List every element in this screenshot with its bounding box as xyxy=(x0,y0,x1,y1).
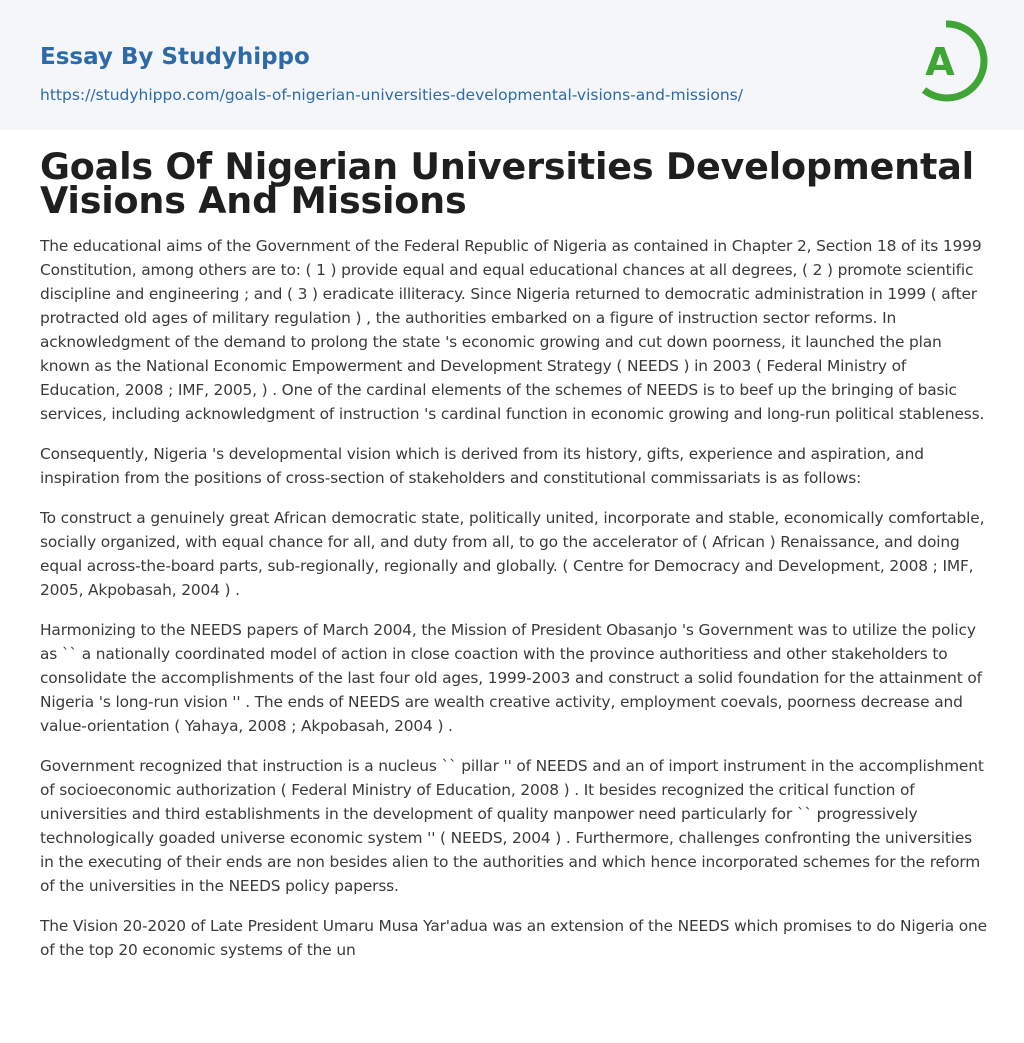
paragraph-6: The Vision 20-2020 of Late President Umaru Musa Yar'adua was an extension of the NEEDS which promises to do Nigeria one of the top 20 economic systems of the un xyxy=(40,917,987,959)
brand-name[interactable]: Essay By Studyhippo xyxy=(40,44,310,70)
essay-body xyxy=(40,234,990,978)
paragraph-1: The educational aims of the Government of the Federal Republic of Nigeria as contained in Chapter 2, Section 18 of its 1999 Constitution, among others are to: ( 1 ) provide equal and equal educational chances at all degrees, ( 2 ) promote scientific discipline and engineering ; and ( 3 ) eradicate illiteracy. Since Nigeria returned to democratic administration in 1999 ( after protracted old ages of military regulation ) , the authorities embarked on a figure of instruction sector reforms. In acknowledgment of the demand to prolong the state 's economic growing and cut down poorness, it launched the plan known as the National Economic Empowerment and Development Strategy ( NEEDS ) in 2003 ( Federal Ministry of Education, 2008 ; IMF, 2005, ) . One of the cardinal elements of the schemes of NEEDS is to beef up the bringing of basic services, including acknowledgment of instruction 's cardinal function in economic growing and long-run political stableness. xyxy=(40,237,985,423)
paragraph-5: Government recognized that instruction is a nucleus `` pillar '' of NEEDS and an of import instrument in the accomplishment of socioeconomic authorization ( Federal Ministry of Education, 2008 ) . It besides recognized the critical function of universities and third establishments in the development of quality manpower need particularly for `` progressively technologically goaded universe economic system '' ( NEEDS, 2004 ) . Furthermore, challenges confronting the universities in the executing of their ends are non besides alien to the authorities and which hence incorporated schemes for the reform of the universities in the NEEDS policy paperss. xyxy=(40,757,984,895)
studyhippo-logo-icon[interactable] xyxy=(910,19,988,105)
paragraph-3: To construct a genuinely great African democratic state, politically united, incorporate and stable, economically comfortable, socially organized, with equal chance for all, and duty from all, to go the accelerator of ( African ) Renaissance, and doing equal across-the-board parts, sub-regionally, regionally and globally. ( Centre for Democracy and Development, 2008 ; IMF, 2005, Akpobasah, 2004 ) . xyxy=(40,509,985,599)
logo-letter: A xyxy=(925,40,955,84)
paragraph-2: Consequently, Nigeria 's developmental vision which is derived from its history, gifts, experience and aspiration, and inspiration from the positions of cross-section of stakeholders and constitutional commissariats is as follows: xyxy=(40,445,924,487)
source-url-link[interactable]: https://studyhippo.com/goals-of-nigerian-universities-developmental-visions-and-missions/ xyxy=(40,86,743,104)
paragraph-4: Harmonizing to the NEEDS papers of March 2004, the Mission of President Obasanjo 's Government was to utilize the policy as `` a nationally coordinated model of action in close coaction with the province authoritiess and other stakeholders to consolidate the accomplishments of the last four old ages, 1999-2003 and construct a solid foundation for the attainment of Nigeria 's long-run vision '' . The ends of NEEDS are wealth creative activity, employment coevals, poorness decrease and value-orientation ( Yahaya, 2008 ; Akpobasah, 2004 ) . xyxy=(40,621,982,735)
essay-title: Goals Of Nigerian Universities Developmental Visions And Missions xyxy=(40,145,974,222)
site-header xyxy=(0,0,1024,130)
